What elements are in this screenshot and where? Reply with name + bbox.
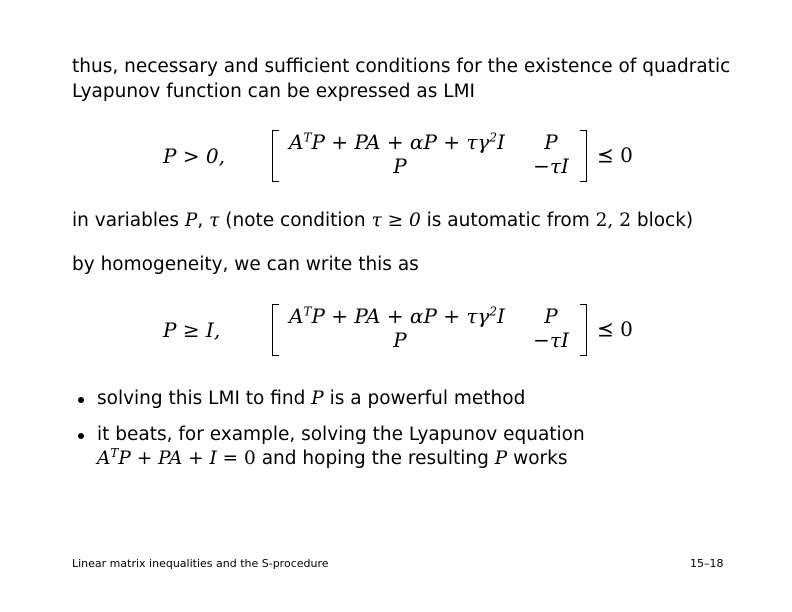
variables-line: in variables P, τ (note condition τ ≥ 0 is automatic from 2, 2 block)	[72, 210, 694, 231]
eq2-block-11: $A^TP$ + PA + $\alpha P + \tau\gamma^2I$	[289, 304, 505, 328]
bullet-2-line-2: $A^TP$ + PA + I = 0 and hoping the resulting P works	[97, 445, 568, 469]
intro-line-1: thus, necessary and sufficient conditions for the existence of quadratic	[72, 56, 731, 77]
eq2-rhs: ⪯ 0	[597, 317, 633, 341]
eq1-block-22: −τI	[533, 154, 569, 178]
eq2-lhs: P ≥ I,	[163, 318, 221, 342]
bullet-1-text: solving this LMI to find P is a powerful method	[97, 388, 526, 409]
block-index: 2, 2	[595, 210, 631, 231]
eq2-block-22: −τI	[533, 328, 569, 352]
intro-paragraph	[72, 54, 730, 104]
eq1-rhs: ⪯ 0	[597, 143, 633, 167]
page-number: 15–18	[690, 557, 724, 570]
bullet-dot-icon	[78, 397, 84, 403]
eq1-right-bracket	[580, 130, 587, 182]
homogeneity-line: by homogeneity, we can write this as	[72, 254, 419, 275]
eq2-left-bracket	[272, 304, 279, 356]
var-tau: τ	[209, 210, 220, 231]
intro-line-2: Lyapunov function can be expressed as LMI	[72, 81, 475, 102]
eq1-block-21: P	[393, 154, 407, 178]
var-p: P	[184, 210, 198, 231]
eq2-right-bracket	[580, 304, 587, 356]
eq1-block-12: P	[544, 130, 558, 154]
tau-condition: τ ≥ 0	[371, 210, 421, 231]
footer-title: Linear matrix inequalities and the S-procedure	[72, 557, 329, 570]
bullet-2-line-1: it beats, for example, solving the Lyapunov equation	[97, 424, 585, 445]
lmi-equation-2	[0, 300, 792, 360]
eq1-lhs: P > 0,	[163, 144, 226, 168]
lmi-equation-1	[0, 126, 792, 186]
eq1-block-11: $A^TP$ + PA + $\alpha P + \tau\gamma^2I$	[289, 130, 505, 154]
bullet-dot-icon	[78, 433, 84, 439]
eq1-left-bracket	[272, 130, 279, 182]
eq2-block-21: P	[393, 328, 407, 352]
eq2-block-12: P	[544, 304, 558, 328]
